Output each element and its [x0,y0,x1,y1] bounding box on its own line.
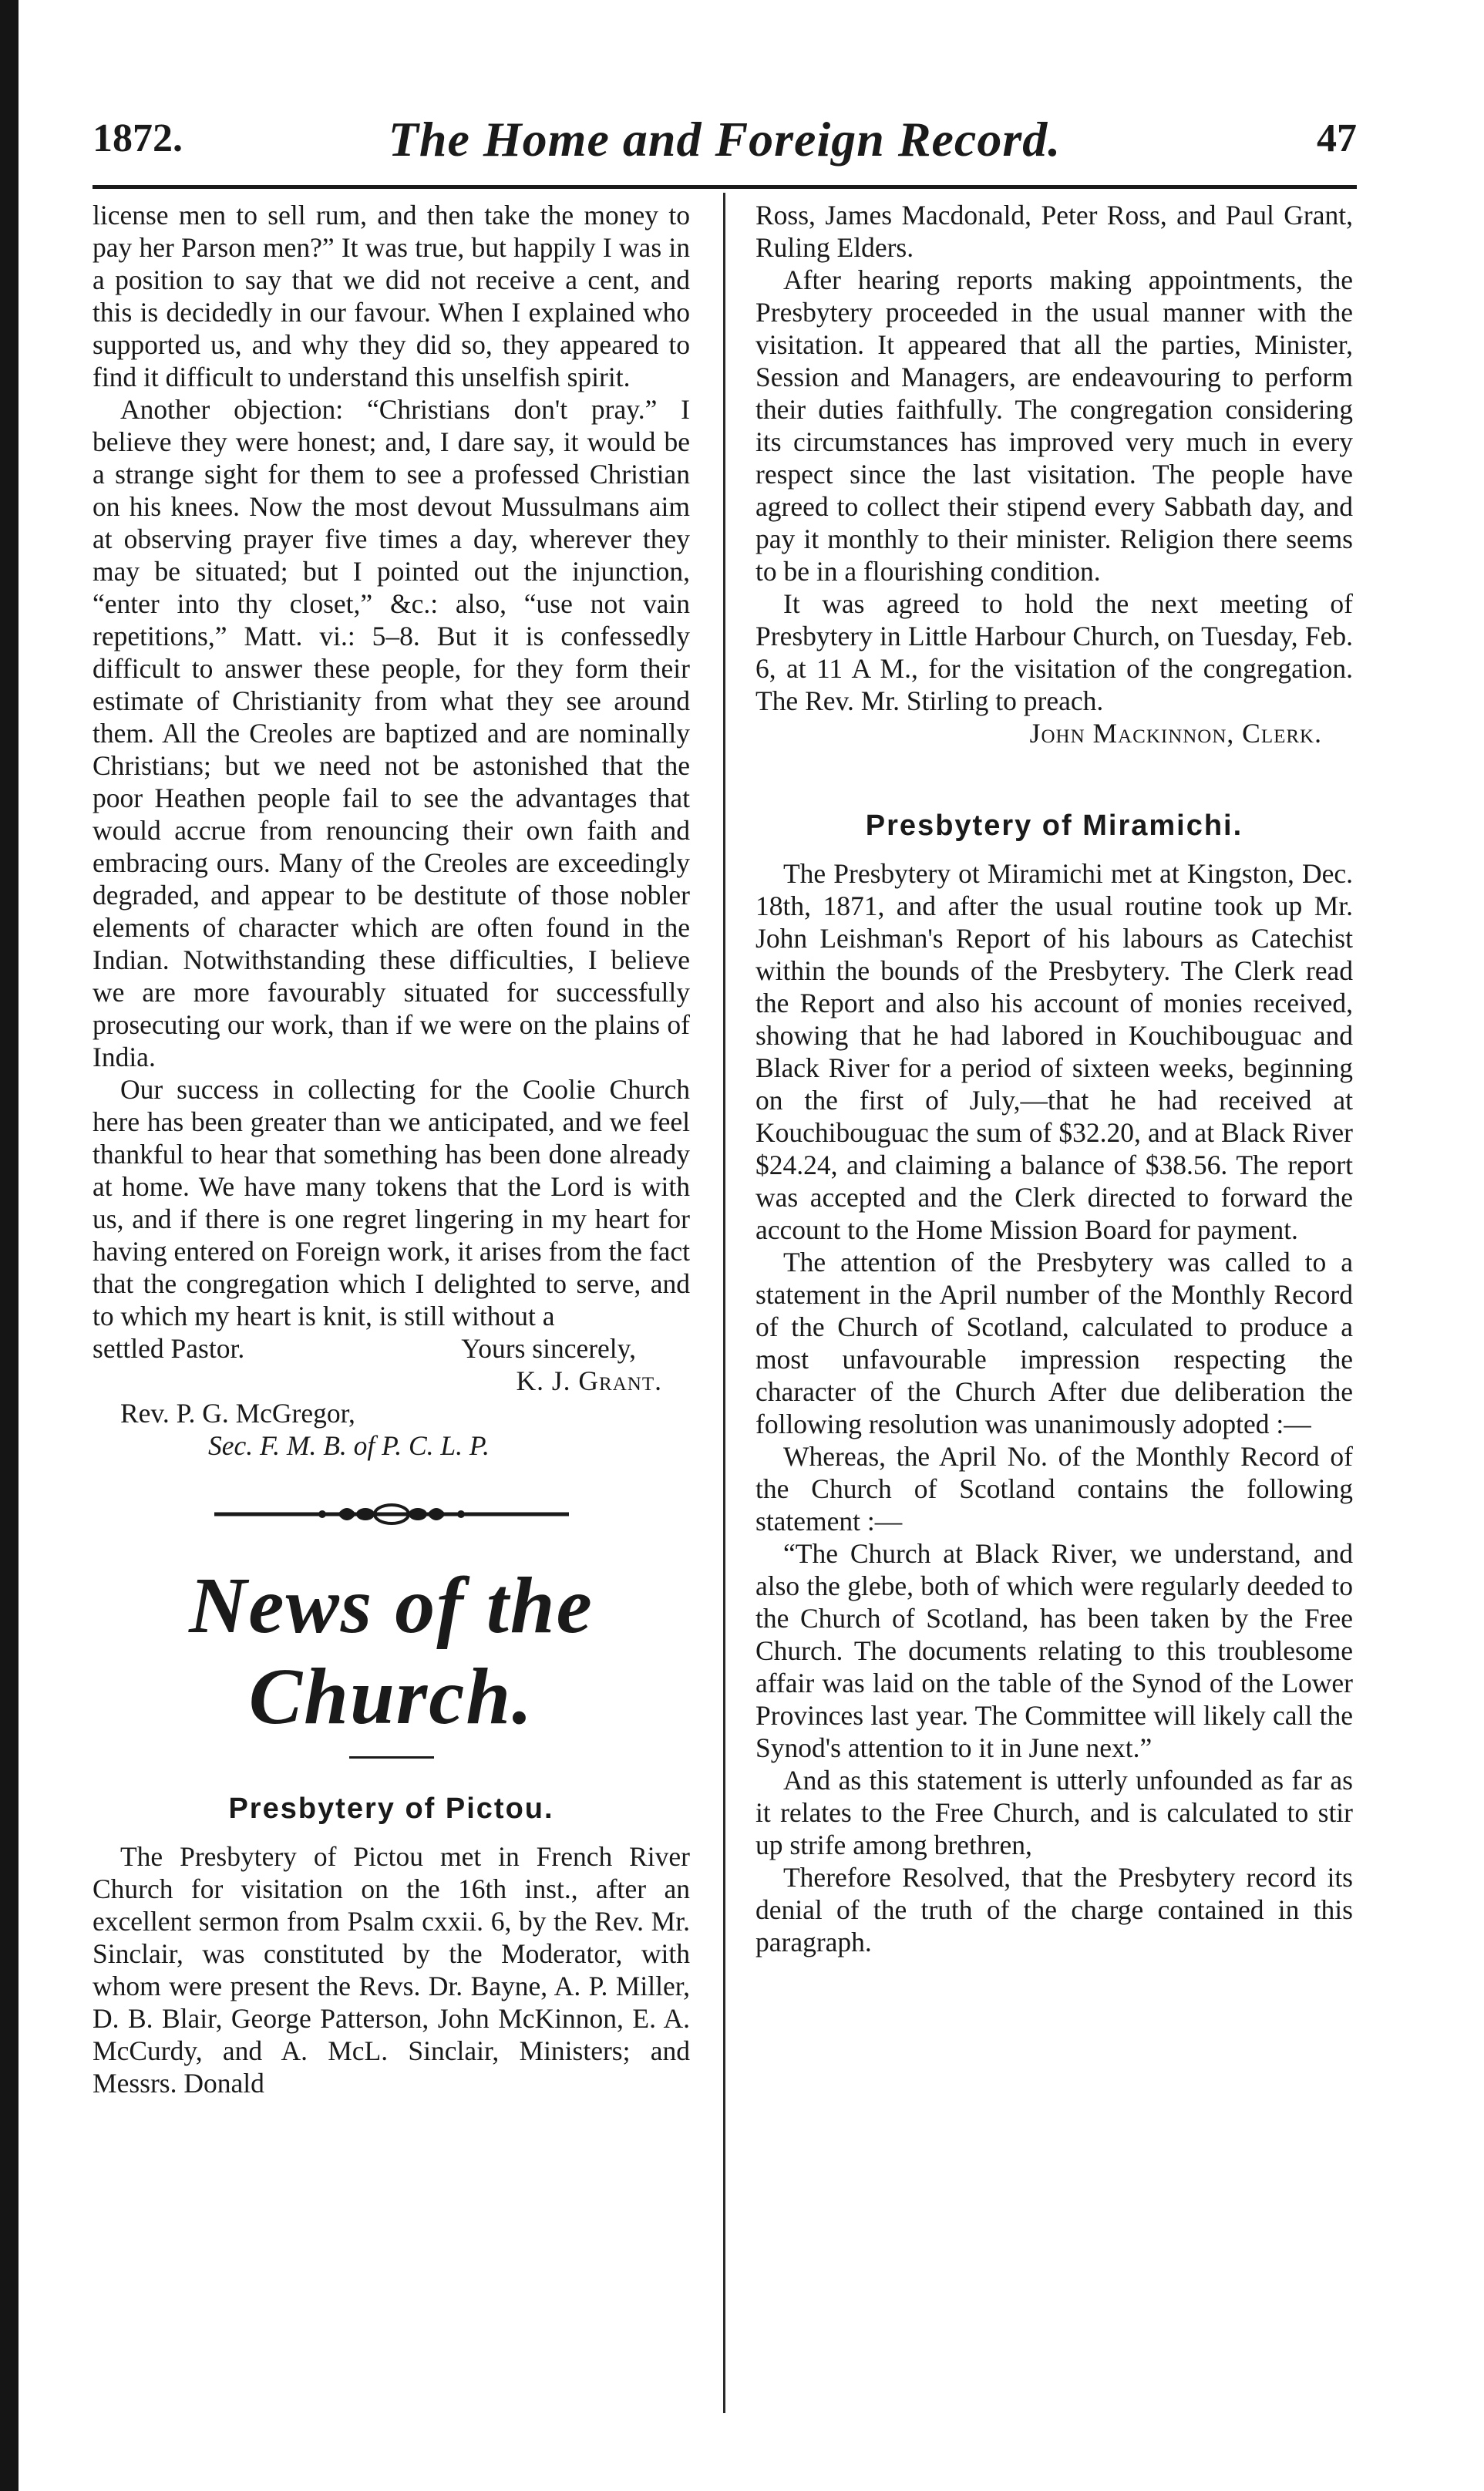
section-masthead: News of the Church. [189,1561,594,1741]
addressee-title: Sec. F. M. B. of P. C. L. P. [208,1430,490,1461]
miramichi-paragraph-1: The Presbytery ot Miramichi met at Kingston, Dec. 18th, 1871, and after the usual routine took up Mr. John Leishman's Report of his labours as Catechist within the bounds of the Presbytery. The Clerk read the Report and also his account of monies received, showing that he had labored in Kouchibouguac and Black River for a period of sixteen weeks, beginning on the first of July,—that he had received at Kouchibouguac the sum of $32.20, and at Black River $24.24, and claiming a balance of $38.56. The report was accepted and the Clerk directed to forward the account to the Home Mission Board for payment. [755,858,1353,1245]
ornamental-divider [214,1499,569,1530]
miramichi-quotation: “The Church at Black River, we understand, and also the glebe, both of which were regularly deeded to the Church of Scotland, has been taken by the Free Church. The documents relating to this troublesome affair was laid on the table of the Synod of the Lower Provinces last year. The Committee will likely call the Synod's attention to it in June next.” [755,1538,1353,1763]
addressee-name [93,1397,690,1429]
left-column [93,199,690,2099]
closing-right: Yours sincerely, [461,1333,636,1364]
running-header [93,112,1357,177]
pictou-continued-2: After hearing reports making appointments, the Presbytery proceeded in the usual manner with the visitation. It appeared that all the parties, Minister, Session and Managers, are endeavouring to perform their duties faithfully. The congregation considering its circumstances has improved very much in every respect since the last visitation. The people have agreed to collect their stipend every Sabbath day, and pay it monthly to their minister. Religion there seems to be in a flourishing condition. [755,264,1353,587]
ornament-flourish-icon [214,1499,569,1530]
column-divider [723,193,725,2413]
section-spacer [755,749,1353,810]
miramichi-heading: Presbytery of Miramichi. [865,810,1243,842]
journal-title: The Home and Foreign Record. [388,112,1062,167]
right-column [755,199,1353,1958]
masthead-rule [349,1756,434,1759]
letter-signature: K. J. Grant. [516,1365,662,1396]
miramichi-resolution: Therefore Resolved, that the Presbytery record its denial of the truth of the charge contained in this paragraph. [755,1862,1353,1957]
addressee-name-text: Rev. P. G. McGregor, [120,1398,355,1429]
letter-paragraph-3: Our success in collecting for the Coolie Church here has been greater than we anticipated, and we feel thankful to hear that something has been done already at home. We have many tokens that the Lord is with us, and if there is one regret lingering in my heart for having entered on Foreign work, it arises from the fact that the congregation which I delighted to serve, and to which my heart is knit, is still without a [93,1074,690,1331]
pictou-heading: Presbytery of Pictou. [228,1793,554,1825]
pictou-continued-3: It was agreed to hold the next meeting of Presbytery in Little Harbour Church, on Tuesday, Feb. 6, at 11 A M., for the visitation of the congregation. The Rev. Mr. Stirling to preach. [755,588,1353,716]
clerk-signature: John Mackinnon, Clerk. [1029,718,1322,749]
pictou-continued-1: Ross, James Macdonald, Peter Ross, and Paul Grant, Ruling Elders. [755,200,1353,263]
header-year: 1872. [93,116,183,160]
letter-paragraph-2: Another objection: “Christians don't pray.” I believe they were honest; and, I dare say, it would be a strange sight for them to see a professed Christian on his knees. Now the most devout Mussulmans aim at observing prayer five times a day, wherever they may be situated; but I pointed out the injunction, “enter into thy closet,” &c.: also, “use not vain repetitions,” Matt. vi.: 5–8. But it is confessedly difficult to answer these people, for they form their estimate of Christianity from what they see around them. All the Creoles are baptized and are nominally Christians; but we need not be astonished that the poor Heathen people fail to see the advantages that would accrue from renouncing their own faith and embracing ours. Many of the Creoles are exceedingly degraded, and appear to be destitute of those nobler elements of character which are often found in the Indian. Notwithstanding these difficulties, I believe we are more favourably situated for successfully prosecuting our work, than if we were on the plains of India. [93,394,690,1072]
closing-left: settled Pastor. [93,1333,245,1364]
binding-edge [0,0,19,2491]
page-number: 47 [1317,116,1357,160]
miramichi-paragraph-3: Whereas, the April No. of the Monthly Record of the Church of Scotland contains the following statement :— [755,1441,1353,1537]
header-rule [93,185,1357,189]
miramichi-paragraph-2: The attention of the Presbytery was called to a statement in the April number of the Monthly Record of the Church of Scotland, calculated to produce a most unfavourable impression respecting the character of the Church After due deliberation the following resolution was unanimously adopted :— [755,1247,1353,1439]
letter-paragraph-1: license men to sell rum, and then take the money to pay her Parson men?” It was true, but happily I was in a position to say that we did not receive a cent, and this is decidedly in our favour. When I explained who supported us, and why they did so, they appeared to find it difficult to understand this unselfish spirit. [93,200,690,392]
pictou-paragraph: The Presbytery of Pictou met in French River Church for visitation on the 16th inst., after an excellent sermon from Psalm cxxii. 6, by the Rev. Mr. Sinclair, was constituted by the Moderator, with whom were present the Revs. Dr. Bayne, A. P. Miller, D. B. Blair, George Patterson, John McKinnon, E. A. McCurdy, and A. McL. Sinclair, Ministers; and Messrs. Donald [93,1841,690,2099]
miramichi-paragraph-5: And as this statement is utterly unfounded as far as it relates to the Free Church, and is calculated to stir up strife among brethren, [755,1765,1353,1860]
letter-closing [93,1332,690,1365]
